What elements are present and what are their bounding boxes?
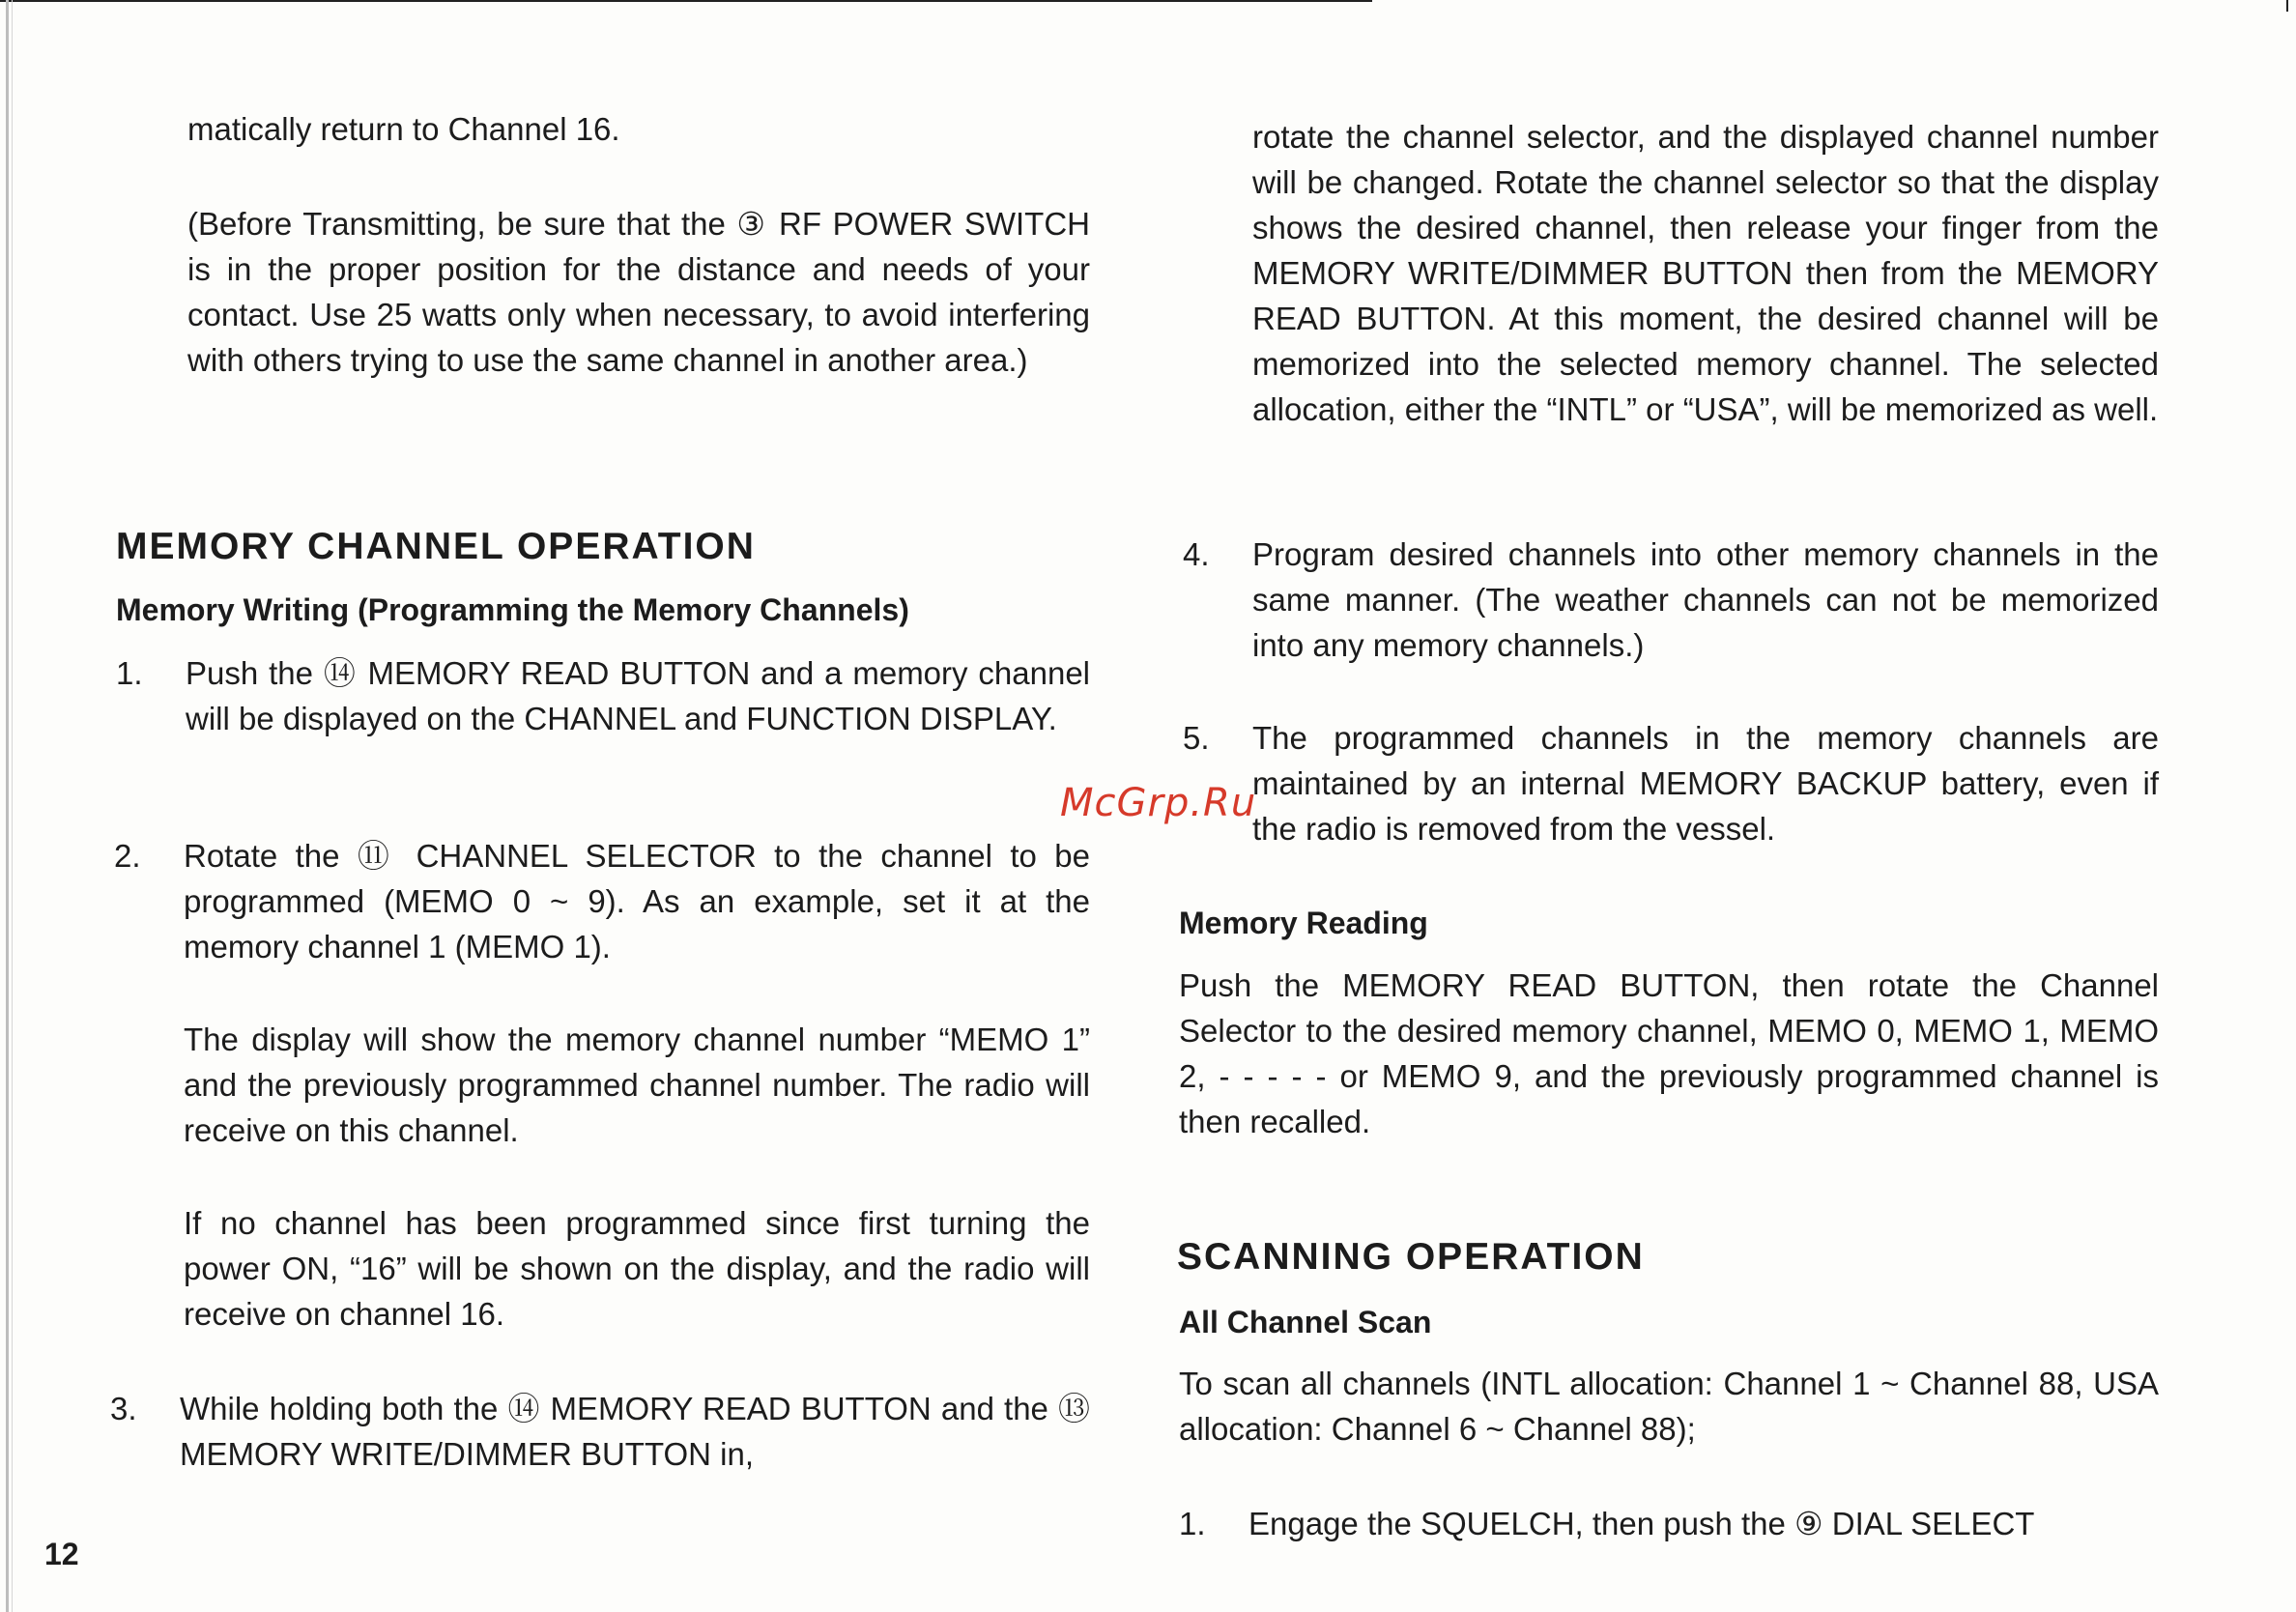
list-item-number: 1.: [1179, 1506, 1206, 1541]
page-binding-edge: [6, 0, 9, 1612]
list-item-number: 1.: [116, 655, 143, 691]
list-item-text: While holding both the ⑭ MEMORY READ BUTTON and the ⑬ MEMORY WRITE/DIMMER BUTTON in,: [180, 1391, 1090, 1472]
watermark: McGrp.Ru: [1060, 781, 1257, 825]
list-item-number: 4.: [1183, 536, 1210, 572]
page-corner-mark: [2286, 0, 2288, 12]
paragraph-no-channel: If no channel has been programmed since first turning the power ON, “16” will be shown on the display, and the radio will receive on channel 16.: [184, 1205, 1090, 1332]
list-item-number: 2.: [114, 838, 141, 874]
paragraph-memory-reading: Push the MEMORY READ BUTTON, then rotate the Channel Selector to the desired memory channel, MEMO 0, MEMO 1, MEMO 2, - - - - - or MEMO 9, and the previously programmed channel is then recalled.: [1179, 967, 2159, 1139]
paragraph-continuation: matically return to Channel 16.: [187, 111, 620, 147]
list-item-number: 3.: [110, 1391, 137, 1426]
list-item-text: Engage the SQUELCH, then push the ⑨ DIAL SELECT: [1248, 1506, 2035, 1541]
subhead-all-channel-scan: All Channel Scan: [1179, 1305, 1432, 1339]
list-item-text: Rotate the ⑪ CHANNEL SELECTOR to the channel to be programmed (MEMO 0 ~ 9). As an example, set it at the memory channel 1 (MEMO 1).: [184, 838, 1090, 964]
page-top-edge: [0, 0, 1372, 2]
list-item-text: The programmed channels in the memory channels are maintained by an internal MEMORY BACKUP battery, even if the radio is removed from the vessel.: [1252, 720, 2159, 847]
paragraph-scan-channels: To scan all channels (INTL allocation: Channel 1 ~ Channel 88, USA allocation: Channel 6 ~ Channel 88);: [1179, 1366, 2159, 1447]
subhead-memory-reading: Memory Reading: [1179, 906, 1428, 940]
list-item-text: Program desired channels into other memory channels in the same manner. (The weather channels can not be memorized into any memory channels.): [1252, 536, 2159, 663]
subhead-memory-writing: Memory Writing (Programming the Memory Channels): [116, 592, 909, 627]
paragraph-rotate-selector: rotate the channel selector, and the displayed channel number will be changed. Rotate the channel selector so that the display shows the desired channel, then release your finger from the MEMORY WRITE/DIMMER BUTTON then from the MEMORY READ BUTTON. At this moment, the desired channel will be memorized into the selected memory channel. The selected allocation, either the “INTL” or “USA”, will be memorized as well.: [1252, 119, 2159, 427]
heading-memory-channel-operation: MEMORY CHANNEL OPERATION: [116, 526, 756, 567]
list-item-number: 5.: [1183, 720, 1210, 756]
paragraph-before-transmitting: (Before Transmitting, be sure that the ③ RF POWER SWITCH is in the proper position for the distance and needs of your contact. Use 25 watts only when necessary, to avoid interfering with others trying to use the same channel in another area.): [187, 206, 1090, 378]
heading-scanning-operation: SCANNING OPERATION: [1177, 1236, 1645, 1278]
page-binding-edge-inner: [12, 0, 13, 1612]
paragraph-display-memo: The display will show the memory channel number “MEMO 1” and the previously programmed channel number. The radio will receive on this channel.: [184, 1022, 1090, 1148]
list-item-text: Push the ⑭ MEMORY READ BUTTON and a memory channel will be displayed on the CHANNEL and FUNCTION DISPLAY.: [186, 655, 1090, 736]
page-number: 12: [44, 1537, 79, 1571]
